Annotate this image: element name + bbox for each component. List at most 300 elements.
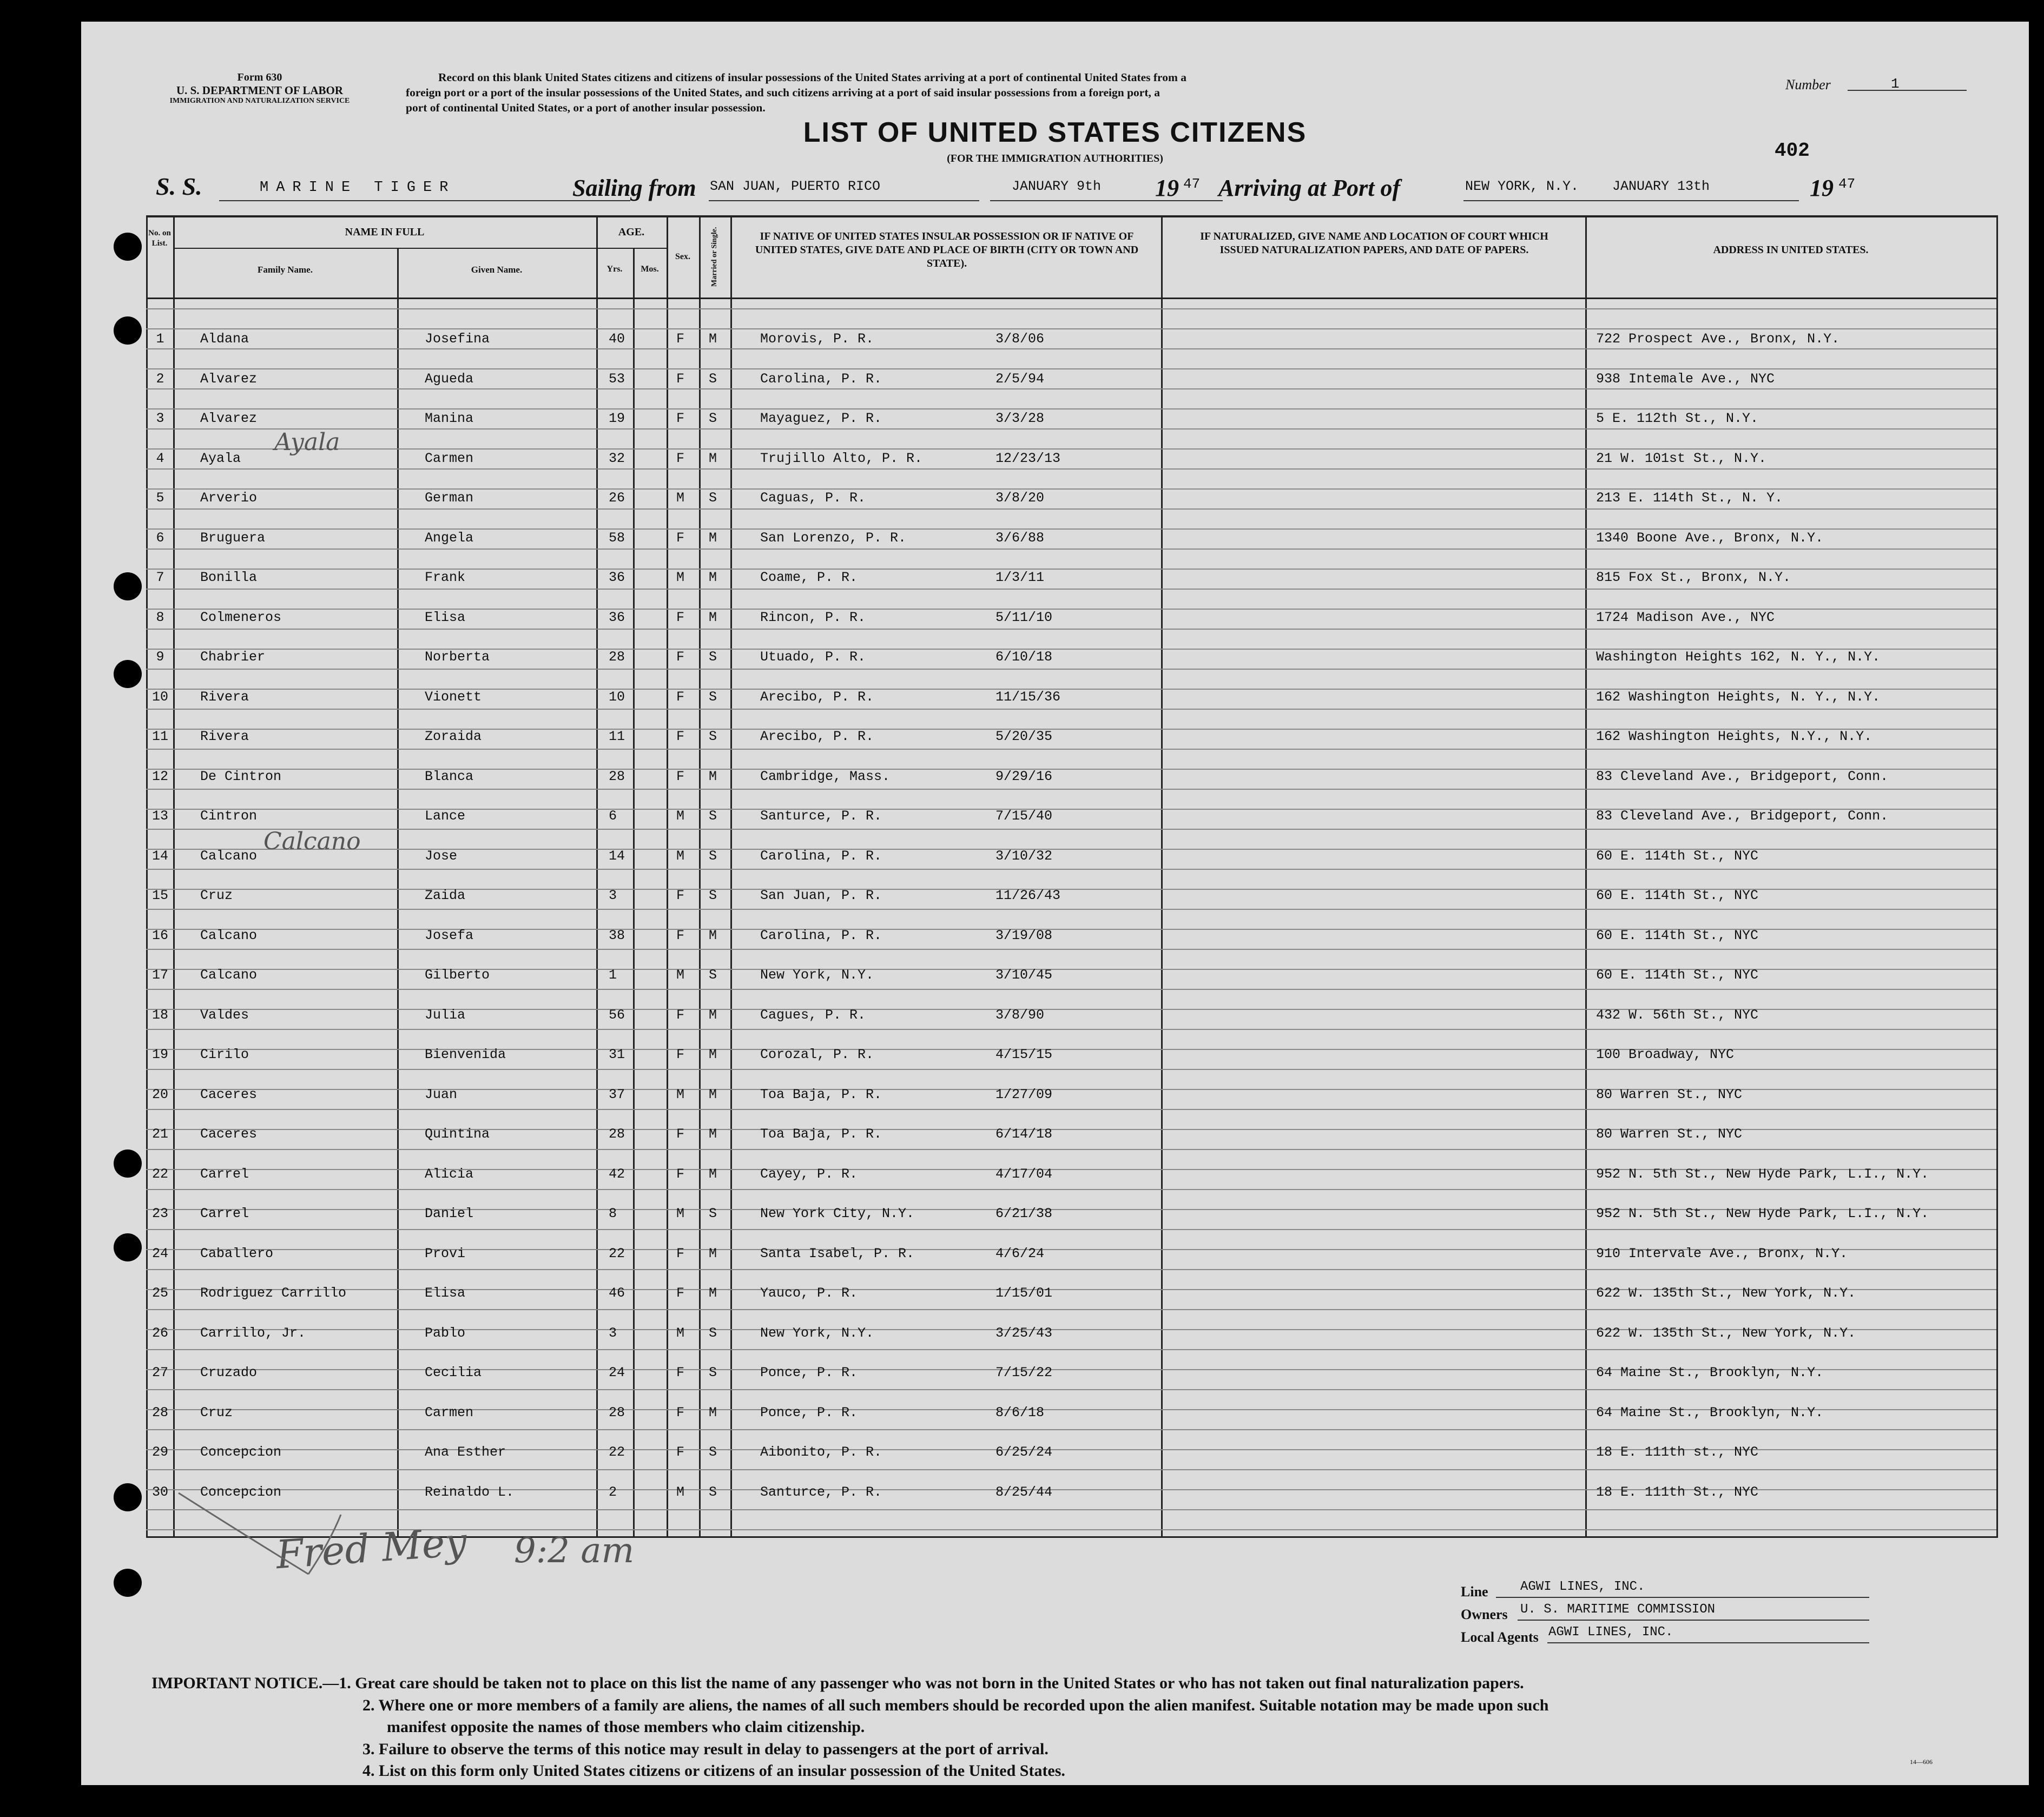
sex: M <box>676 808 685 824</box>
birth-place: New York, N.Y. <box>760 1325 874 1341</box>
address: 64 Maine St., Brooklyn, N.Y. <box>1596 1365 1824 1380</box>
birth-date: 7/15/22 <box>995 1365 1053 1380</box>
number-value: 1 <box>1891 76 1900 92</box>
header-address: ADDRESS IN UNITED STATES. <box>1713 244 1869 256</box>
row-number: 3 <box>156 411 164 426</box>
sex: F <box>676 371 685 387</box>
family-name: Alvarez <box>200 411 258 426</box>
birth-date: 3/3/28 <box>995 411 1045 426</box>
ruled-line <box>146 749 1996 750</box>
sex: F <box>676 331 685 347</box>
birth-date: 9/29/16 <box>995 768 1053 784</box>
row-number: 26 <box>151 1325 168 1341</box>
birth-place: Morovis, P. R. <box>760 331 874 347</box>
birth-place: Carolina, P. R. <box>760 848 882 864</box>
ruled-line <box>146 1069 1996 1070</box>
birth-place: Carolina, P. R. <box>760 371 882 387</box>
birth-place: Ponce, P. R. <box>760 1365 858 1380</box>
given-name: Frank <box>425 570 466 585</box>
marital-status: S <box>709 1325 717 1341</box>
age-years: 3 <box>609 1325 617 1341</box>
birth-place: Santurce, P. R. <box>760 1484 882 1500</box>
age-years: 31 <box>609 1047 625 1062</box>
ruled-line <box>146 1389 1996 1390</box>
birth-date: 3/19/08 <box>995 927 1053 943</box>
ship-name: MARINE TIGER <box>260 180 456 196</box>
birth-date: 2/5/94 <box>995 371 1045 387</box>
ruled-line <box>146 348 1996 349</box>
row-number: 10 <box>151 689 168 705</box>
age-years: 11 <box>609 729 625 744</box>
row-number: 13 <box>151 808 168 824</box>
marital-status: S <box>709 1365 717 1380</box>
address: 722 Prospect Ave., Bronx, N.Y. <box>1596 331 1840 347</box>
ruled-line <box>146 549 1996 550</box>
age-years: 42 <box>609 1166 625 1182</box>
family-name: Concepcion <box>200 1444 282 1460</box>
arriving-year-prefix: 19 <box>1810 175 1834 201</box>
ruled-line <box>146 1029 1996 1030</box>
number-blank <box>1848 90 1967 91</box>
table-top-rule <box>146 215 1996 217</box>
family-name: Cintron <box>200 808 258 824</box>
header-mos: Mos. <box>641 265 659 274</box>
sailing-date: JANUARY 9th <box>1012 179 1102 194</box>
sex: F <box>676 1444 685 1460</box>
marital-status: M <box>709 927 717 943</box>
marital-status: M <box>709 1086 717 1102</box>
sailing-label: Sailing from <box>572 175 696 201</box>
ruled-line <box>146 589 1996 590</box>
sex: F <box>676 1285 685 1301</box>
address: 83 Cleveland Ave., Bridgeport, Conn. <box>1596 768 1889 784</box>
address: Washington Heights 162, N. Y., N.Y. <box>1596 649 1881 665</box>
sex: M <box>676 570 685 585</box>
address: 60 E. 114th St., NYC <box>1596 888 1759 903</box>
address: 80 Warren St., NYC <box>1596 1086 1743 1102</box>
birth-date: 3/10/32 <box>995 848 1053 864</box>
marital-status: S <box>709 371 717 387</box>
family-name: Carrillo, Jr. <box>200 1325 306 1341</box>
ruled-line <box>146 328 1996 329</box>
birth-date: 4/6/24 <box>995 1245 1045 1261</box>
ruled-line <box>146 1189 1996 1190</box>
ruled-line <box>146 388 1996 389</box>
birth-place: Utuado, P. R. <box>760 649 866 665</box>
marital-status: M <box>709 450 717 466</box>
address: 1724 Madison Ave., NYC <box>1596 609 1775 625</box>
notice-item-1: —1. Great care should be taken not to place on this list the name of any passenger who was not born in the United States or who has not taken out final naturalization papers. <box>322 1674 1524 1692</box>
row-number: 16 <box>151 927 168 943</box>
sailing-year: 47 <box>1183 176 1201 192</box>
marital-status: M <box>709 1126 717 1142</box>
given-name: Josefina <box>425 331 490 347</box>
address: 815 Fox St., Bronx, N.Y. <box>1596 570 1791 585</box>
name-subheader-rule <box>173 248 596 249</box>
age-years: 1 <box>609 967 617 983</box>
given-name: Norberta <box>425 649 490 665</box>
number-label: Number <box>1785 77 1831 92</box>
handwritten-calcano: Calcano <box>263 828 361 855</box>
age-years: 14 <box>609 848 625 864</box>
birth-date: 3/8/90 <box>995 1007 1045 1023</box>
birth-date: 1/27/09 <box>995 1086 1053 1102</box>
address: 80 Warren St., NYC <box>1596 1126 1743 1142</box>
address: 100 Broadway, NYC <box>1596 1047 1735 1062</box>
header-family-name: Family Name. <box>258 265 313 275</box>
family-name: Calcano <box>200 927 258 943</box>
header-name-in-full: NAME IN FULL <box>345 226 425 238</box>
birth-place: Toa Baja, P. R. <box>760 1126 882 1142</box>
service-name: IMMIGRATION AND NATURALIZATION SERVICE <box>169 97 350 105</box>
ruled-line <box>146 629 1996 630</box>
col-rule <box>1161 215 1163 1538</box>
punch-hole <box>114 660 142 688</box>
ruled-line <box>146 949 1996 950</box>
age-years: 32 <box>609 450 625 466</box>
row-number: 5 <box>156 490 164 506</box>
birth-date: 5/11/10 <box>995 609 1053 625</box>
form-number: Form 630 <box>237 71 282 83</box>
sex: M <box>676 1484 685 1500</box>
age-years: 38 <box>609 927 625 943</box>
age-years: 53 <box>609 371 625 387</box>
sex: M <box>676 1086 685 1102</box>
given-name: Lance <box>425 808 466 824</box>
address: 60 E. 114th St., NYC <box>1596 848 1759 864</box>
birth-place: San Lorenzo, P. R. <box>760 530 907 546</box>
family-name: Rivera <box>200 689 249 705</box>
birth-date: 3/8/06 <box>995 331 1045 347</box>
sex: F <box>676 768 685 784</box>
age-years: 56 <box>609 1007 625 1023</box>
age-years: 24 <box>609 1365 625 1380</box>
given-name: Carmen <box>425 1404 474 1420</box>
address: 18 E. 111th St., NYC <box>1596 1484 1759 1500</box>
header-given-name: Given Name. <box>471 265 523 275</box>
row-number: 30 <box>151 1484 168 1500</box>
ruled-line <box>146 1509 1996 1510</box>
birth-place: Coame, P. R. <box>760 570 858 585</box>
ruled-line <box>146 989 1996 990</box>
manifest-page <box>81 22 2029 1785</box>
family-name: Caceres <box>200 1126 258 1142</box>
ruled-line <box>146 1109 1996 1110</box>
header-married-single-text: Married or Single. <box>710 227 719 287</box>
marital-status: S <box>709 490 717 506</box>
age-years: 26 <box>609 490 625 506</box>
address: 938 Intemale Ave., NYC <box>1596 371 1775 387</box>
ruled-line <box>146 428 1996 430</box>
age-years: 2 <box>609 1484 617 1500</box>
owners-blank <box>1518 1620 1869 1621</box>
punch-hole <box>114 1569 142 1597</box>
sex: F <box>676 888 685 903</box>
family-name: Valdes <box>200 1007 249 1023</box>
birth-place: Aibonito, P. R. <box>760 1444 882 1460</box>
given-name: Alicia <box>425 1166 474 1182</box>
header-naturalized: IF NATURALIZED, GIVE NAME AND LOCATION OF COURT WHICH ISSUED NATURALIZATION PAPERS, AND DATE OF PAPERS. <box>1200 230 1548 256</box>
age-years: 22 <box>609 1245 625 1261</box>
col-rule <box>1585 215 1587 1538</box>
sex: F <box>676 1126 685 1142</box>
family-name: Bonilla <box>200 570 258 585</box>
row-number: 19 <box>151 1047 168 1062</box>
given-name: Ana Esther <box>425 1444 506 1460</box>
header-married-single <box>699 222 730 295</box>
footer-code: 14—606 <box>1910 1758 1933 1766</box>
birth-place: Toa Baja, P. R. <box>760 1086 882 1102</box>
address: 83 Cleveland Ave., Bridgeport, Conn. <box>1596 808 1889 824</box>
family-name: Cruzado <box>200 1365 258 1380</box>
age-subheader-rule <box>596 248 667 249</box>
age-years: 28 <box>609 1404 625 1420</box>
ruled-line <box>146 1349 1996 1350</box>
marital-status: M <box>709 1285 717 1301</box>
line-value: AGWI LINES, INC. <box>1520 1580 1645 1594</box>
table-header-rule <box>146 298 1996 299</box>
punch-hole <box>114 1149 142 1178</box>
sailing-blank <box>709 200 979 201</box>
sex: F <box>676 1245 685 1261</box>
birth-place: New York City, N.Y. <box>760 1206 915 1221</box>
agents-value: AGWI LINES, INC. <box>1548 1625 1673 1640</box>
important-notice <box>151 1673 1549 1782</box>
birth-date: 1/15/01 <box>995 1285 1053 1301</box>
row-number: 20 <box>151 1086 168 1102</box>
ruled-line <box>146 1429 1996 1430</box>
given-name: Carmen <box>425 450 474 466</box>
instructions <box>406 70 1715 116</box>
marital-status: S <box>709 689 717 705</box>
given-name: Agueda <box>425 371 474 387</box>
family-name: Concepcion <box>200 1484 282 1500</box>
notice-item-2a: 2. Where one or more members of a family are aliens, the names of all such members should be recorded upon the alien manifest. Suitable notation may be made upon such <box>362 1696 1549 1714</box>
age-years: 6 <box>609 808 617 824</box>
family-name: Cirilo <box>200 1047 249 1062</box>
age-years: 22 <box>609 1444 625 1460</box>
age-years: 58 <box>609 530 625 546</box>
given-name: Bienvenida <box>425 1047 506 1062</box>
birth-place: Santa Isabel, P. R. <box>760 1245 915 1261</box>
ss-label: S. S. <box>156 173 202 200</box>
sex: F <box>676 689 685 705</box>
sex: F <box>676 1166 685 1182</box>
row-number: 29 <box>151 1444 168 1460</box>
given-name: Juan <box>425 1086 458 1102</box>
address: 64 Maine St., Brooklyn, N.Y. <box>1596 1404 1824 1420</box>
ruled-line <box>146 448 1996 450</box>
row-number: 9 <box>156 649 164 665</box>
address: 432 W. 56th St., NYC <box>1596 1007 1759 1023</box>
family-name: Rivera <box>200 729 249 744</box>
address: 162 Washington Heights, N.Y., N.Y. <box>1596 729 1872 744</box>
row-number: 28 <box>151 1404 168 1420</box>
family-name: Cruz <box>200 888 233 903</box>
owners-label: Owners <box>1461 1607 1508 1622</box>
address: 5 E. 112th St., N.Y. <box>1596 411 1759 426</box>
col-rule <box>173 215 175 1538</box>
marital-status: S <box>709 649 717 665</box>
sex: F <box>676 450 685 466</box>
ruled-line <box>146 508 1996 510</box>
marital-status: M <box>709 1166 717 1182</box>
sailing-year-prefix: 19 <box>1155 175 1179 201</box>
instruction-line: foreign port or a port of the insular possessions of the United States, and such citizens arriving at a port of said insular possessions from a foreign port, a <box>406 85 1160 99</box>
notice-line-1 <box>151 1673 1549 1695</box>
birth-place: Cagues, P. R. <box>760 1007 866 1023</box>
marital-status: S <box>709 848 717 864</box>
birth-date: 11/26/43 <box>995 888 1061 903</box>
birth-place: Mayaguez, P. R. <box>760 411 882 426</box>
ruled-line <box>146 789 1996 790</box>
age-years: 28 <box>609 1126 625 1142</box>
ruled-line <box>146 1469 1996 1470</box>
birth-date: 8/25/44 <box>995 1484 1053 1500</box>
ship-blank <box>219 200 630 201</box>
given-name: Josefa <box>425 927 474 943</box>
address: 213 E. 114th St., N. Y. <box>1596 490 1783 506</box>
handwritten-time: 9:2 am <box>514 1531 635 1571</box>
ruled-line <box>146 909 1996 910</box>
birth-date: 6/25/24 <box>995 1444 1053 1460</box>
ruled-line <box>146 1149 1996 1150</box>
punch-hole <box>114 233 142 261</box>
row-number: 15 <box>151 888 168 903</box>
marital-status: S <box>709 808 717 824</box>
row-number: 27 <box>151 1365 168 1380</box>
page-subtitle: (FOR THE IMMIGRATION AUTHORITIES) <box>947 153 1163 164</box>
marital-status: M <box>709 768 717 784</box>
given-name: Daniel <box>425 1206 474 1221</box>
punch-hole <box>114 572 142 600</box>
arriving-date: JANUARY 13th <box>1612 179 1710 194</box>
col-rule <box>730 215 732 1538</box>
notice-item-4: 4. List on this form only United States citizens or citizens of an insular possession of the United States. <box>362 1762 1065 1780</box>
row-number: 11 <box>151 729 168 744</box>
address: 60 E. 114th St., NYC <box>1596 967 1759 983</box>
marital-status: M <box>709 1047 717 1062</box>
address: 60 E. 114th St., NYC <box>1596 927 1759 943</box>
birth-date: 11/15/36 <box>995 689 1061 705</box>
agents-blank <box>1547 1642 1869 1643</box>
address: 622 W. 135th St., New York, N.Y. <box>1596 1325 1856 1341</box>
given-name: Angela <box>425 530 474 546</box>
header-yrs: Yrs. <box>606 265 623 274</box>
birth-place: Cambridge, Mass. <box>760 768 891 784</box>
header-no: No. on List. <box>148 229 171 248</box>
sex: F <box>676 1047 685 1062</box>
handwritten-stroke <box>173 1482 346 1623</box>
address: 622 W. 135th St., New York, N.Y. <box>1596 1285 1856 1301</box>
address: 910 Intervale Ave., Bronx, N.Y. <box>1596 1245 1848 1261</box>
age-years: 40 <box>609 331 625 347</box>
address: 21 W. 101st St., N.Y. <box>1596 450 1767 466</box>
given-name: Jose <box>425 848 458 864</box>
age-years: 46 <box>609 1285 625 1301</box>
ruled-line <box>146 709 1996 710</box>
sex: F <box>676 1365 685 1380</box>
age-years: 28 <box>609 649 625 665</box>
ruled-line <box>146 468 1996 470</box>
row-number: 23 <box>151 1206 168 1221</box>
ruled-line <box>146 669 1996 670</box>
ruled-line <box>146 308 1996 309</box>
sailing-date-blank <box>990 200 1223 201</box>
family-name: Calcano <box>200 967 258 983</box>
address: 952 N. 5th St., New Hyde Park, L.I., N.Y. <box>1596 1166 1929 1182</box>
row-number: 17 <box>151 967 168 983</box>
age-years: 10 <box>609 689 625 705</box>
family-name: Bruguera <box>200 530 266 546</box>
ruled-line <box>146 869 1996 870</box>
header-sex: Sex. <box>675 252 690 261</box>
birth-date: 5/20/35 <box>995 729 1053 744</box>
given-name: Quintina <box>425 1126 490 1142</box>
arriving-label: Arriving at Port of <box>1218 175 1401 201</box>
marital-status: M <box>709 609 717 625</box>
birth-date: 6/10/18 <box>995 649 1053 665</box>
row-number: 2 <box>156 371 164 387</box>
notice-item-2b: manifest opposite the names of those members who claim citizenship. <box>387 1718 865 1736</box>
punch-hole <box>114 316 142 345</box>
col-rule <box>397 248 399 1538</box>
address: 952 N. 5th St., New Hyde Park, L.I., N.Y. <box>1596 1206 1929 1221</box>
given-name: Zoraida <box>425 729 482 744</box>
birth-place: Santurce, P. R. <box>760 808 882 824</box>
col-rule <box>596 215 598 1538</box>
family-name: Rodriguez Carrillo <box>200 1285 347 1301</box>
family-name: Chabrier <box>200 649 266 665</box>
row-number: 25 <box>151 1285 168 1301</box>
punch-hole <box>114 1483 142 1511</box>
sex: M <box>676 1325 685 1341</box>
marital-status: S <box>709 411 717 426</box>
birth-date: 4/15/15 <box>995 1047 1053 1062</box>
given-name: Blanca <box>425 768 474 784</box>
family-name: Cruz <box>200 1404 233 1420</box>
given-name: Vionett <box>425 689 482 705</box>
marital-status: M <box>709 331 717 347</box>
notice-item-3: 3. Failure to observe the terms of this notice may result in delay to passengers at the port of arrival. <box>362 1740 1049 1758</box>
arriving-year: 47 <box>1838 176 1856 192</box>
given-name: German <box>425 490 474 506</box>
sex: F <box>676 609 685 625</box>
sex: F <box>676 1007 685 1023</box>
row-number: 21 <box>151 1126 168 1142</box>
row-number: 18 <box>151 1007 168 1023</box>
age-years: 36 <box>609 609 625 625</box>
col-rule <box>667 215 668 1538</box>
row-number: 7 <box>156 570 164 585</box>
family-name: Calcano <box>200 848 258 864</box>
ruled-line <box>146 1309 1996 1310</box>
instruction-line: Record on this blank United States citizens and citizens of insular possessions of the United States arriving at a port of continental United States from a <box>438 71 1186 84</box>
row-number: 22 <box>151 1166 168 1182</box>
sex: M <box>676 490 685 506</box>
address: 1340 Boone Ave., Bronx, N.Y. <box>1596 530 1824 546</box>
family-name: Caceres <box>200 1086 258 1102</box>
row-number: 6 <box>156 530 164 546</box>
birth-place: Ponce, P. R. <box>760 1404 858 1420</box>
birth-date: 7/15/40 <box>995 808 1053 824</box>
birth-place: Corozal, P. R. <box>760 1047 874 1062</box>
family-name: Alvarez <box>200 371 258 387</box>
family-name: Colmeneros <box>200 609 282 625</box>
page-number: 402 <box>1775 140 1810 162</box>
sex: F <box>676 411 685 426</box>
notice-heading: IMPORTANT NOTICE. <box>151 1674 323 1692</box>
